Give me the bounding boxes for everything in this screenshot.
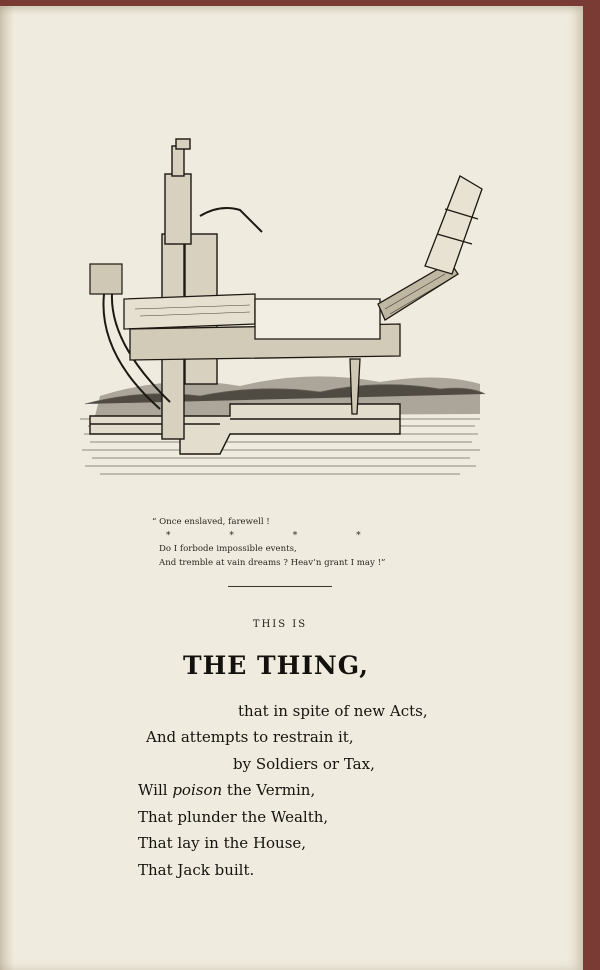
printing-press-engraving (80, 134, 490, 484)
verse-line-4 (138, 781, 315, 799)
verse-line-3: by Soldiers or Tax, (233, 755, 375, 773)
verse-line-2: And attempts to restrain it, (146, 728, 354, 746)
section-rule (228, 586, 332, 587)
verse-line-1: that in spite of new Acts, (238, 702, 428, 720)
verse-line-4-italic: poison (172, 781, 223, 799)
quote-line-2: Do I forbode impossible events, (159, 544, 297, 554)
verse-line-6: That lay in the House, (138, 834, 307, 852)
verse-line-7: That Jack built. (138, 861, 255, 879)
this-is-heading: THIS IS (252, 619, 308, 630)
page-title: THE THING, (183, 651, 369, 680)
verse-line-5: That plunder the Wealth, (138, 808, 329, 826)
page-gutter-shadow (0, 6, 14, 970)
verse-line-4-end: the Vermin, (222, 781, 316, 799)
quote-line-1: “ Once enslaved, farewell ! (152, 517, 270, 527)
quote-line-3: And tremble at vain dreams ? Heav’n grant I may !” (159, 557, 386, 568)
book-page (0, 6, 583, 970)
quote-ellipsis-stars: * * * * (166, 530, 389, 541)
verse-line-4-start: Will (138, 781, 173, 799)
epigraph-quote (152, 516, 389, 570)
